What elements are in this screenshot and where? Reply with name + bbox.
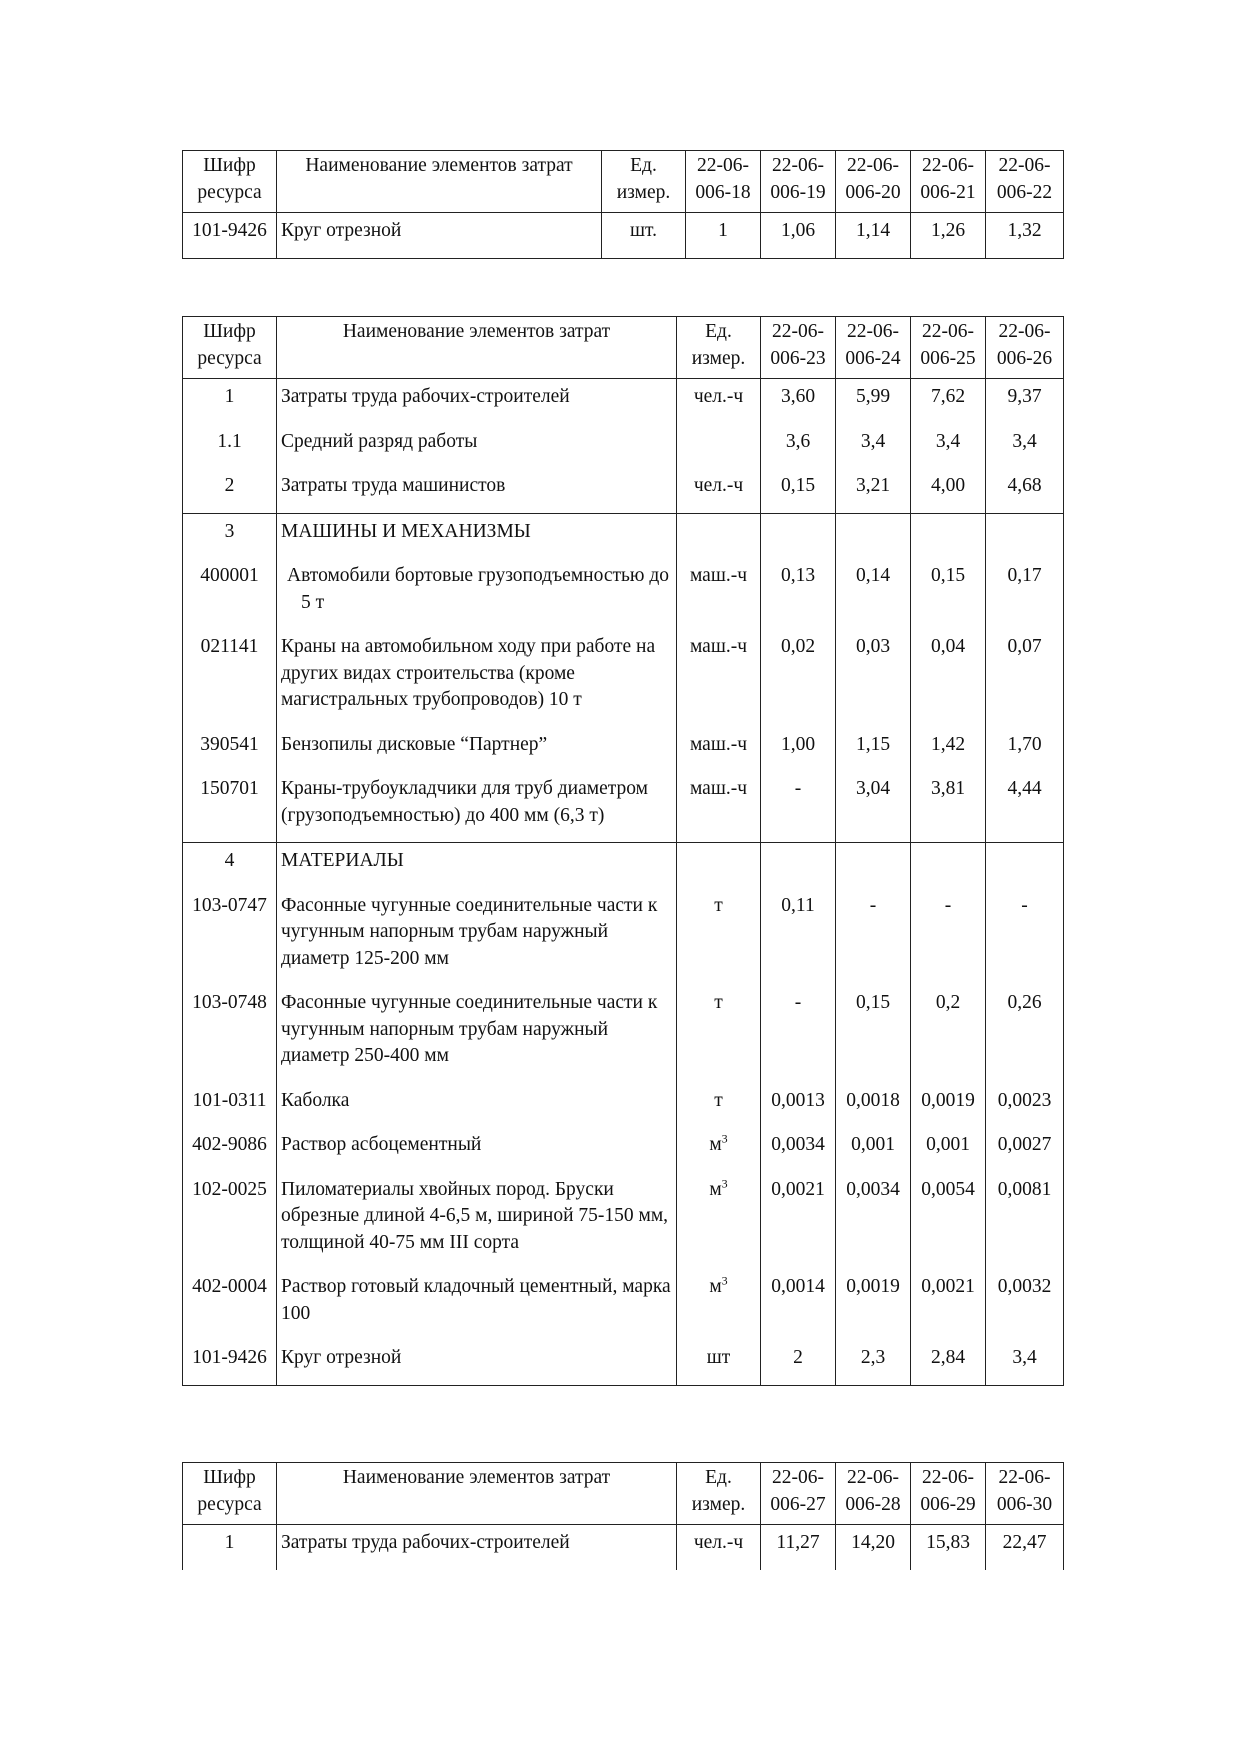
table-row [183,424,1064,469]
table-body [183,379,1064,1386]
row-value: 0,0081 [986,1172,1064,1270]
row-code: 402-0004 [183,1269,277,1340]
row-unit [677,468,761,513]
row-value [836,513,911,558]
col-code-part: 22-06- [772,1467,824,1488]
row-name: Краны на автомобильном ходу при работе на других видах строительства (кроме магистральных трубопроводов) 10 т [277,629,677,727]
col-code-part: 22-06- [772,155,824,176]
row-name: МАШИНЫ И МЕХАНИЗМЫ [277,513,677,558]
row-name: Каболка [277,1083,677,1128]
table-row [183,888,1064,986]
col-code-part: 006-21 [920,181,976,203]
row-unit [677,727,761,772]
row-name: Пиломатериалы хвойных пород. Бруски обрезные длиной 4-6,5 м, шириной 75-150 мм, толщиной 40-75 мм III сорта [277,1172,677,1270]
row-code: 103-0747 [183,888,277,986]
header-code: Шифр ресурса [183,1463,277,1525]
row-value: 0,0014 [761,1269,836,1340]
table-row [183,985,1064,1083]
row-unit-text: маш.-ч [689,733,748,755]
row-value: 0,07 [986,629,1064,727]
table-row [183,513,1064,558]
unit-exponent: 3 [721,1131,728,1146]
table-row [183,843,1064,888]
table-header-row [183,151,1064,213]
row-value [911,513,986,558]
row-value: 3,60 [761,379,836,424]
row-value: 0,03 [836,629,911,727]
header-col [836,317,911,379]
row-value: 1,26 [911,213,986,259]
row-unit [677,771,761,843]
row-name [277,558,677,629]
row-unit [677,1340,761,1385]
row-value: 0,0021 [761,1172,836,1270]
row-value [986,513,1064,558]
row-value: 3,04 [836,771,911,843]
row-value: 9,37 [986,379,1064,424]
row-value: 0,02 [761,629,836,727]
table-row [183,1127,1064,1172]
row-unit-text: маш.-ч [689,565,748,586]
col-code-part: 006-18 [695,181,751,203]
row-value: 0,0032 [986,1269,1064,1340]
row-value: 0,0054 [911,1172,986,1270]
unit-exponent: 3 [721,1176,728,1190]
col-code-part: 22-06- [847,155,899,176]
table-row [183,213,1064,259]
row-unit [677,1127,761,1172]
row-unit [677,985,761,1083]
table-header-row [183,317,1064,379]
row-value: 22,47 [986,1525,1064,1570]
table-row [183,727,1064,772]
row-value: 0,0013 [761,1083,836,1128]
row-value: 1,42 [911,727,986,772]
col-code-part: 006-22 [996,181,1053,203]
row-code: 1 [183,379,277,424]
row-unit-text: м [709,1276,722,1297]
row-value: - [986,888,1064,986]
row-value: 4,68 [986,468,1064,513]
header-col [761,1463,836,1525]
row-code: 402-9086 [183,1127,277,1172]
row-value: 0,0034 [761,1127,836,1172]
row-unit [677,379,761,424]
row-unit-text: т [714,894,723,916]
row-value: 0,0019 [836,1269,911,1340]
row-unit-text: шт [706,1347,731,1368]
row-name: Бензопилы дисковые “Партнер” [277,727,677,772]
header-code: Шифр ресурса [183,317,277,379]
row-value: 0,0019 [911,1083,986,1128]
row-unit [677,558,761,629]
row-value: 0,17 [986,558,1064,629]
col-code-part: 22-06- [697,155,749,176]
row-name: Раствор готовый кладочный цементный, марка 100 [277,1269,677,1340]
row-name: Средний разряд работы [277,424,677,469]
table-row [183,1172,1064,1270]
row-value: 0,15 [911,558,986,629]
row-value: 3,4 [986,1340,1064,1385]
row-value: 3,4 [836,424,911,469]
row-unit-text: т [714,992,723,1013]
row-code: 102-0025 [183,1172,277,1270]
header-col [761,151,836,213]
row-value [761,513,836,558]
row-value: 15,83 [911,1525,986,1570]
row-value: 0,26 [986,985,1064,1083]
row-unit-text: чел.-ч [693,386,744,407]
row-code: 390541 [183,727,277,772]
header-name: Наименование элементов затрат [277,1463,677,1525]
row-value: 3,4 [986,424,1064,469]
row-value: 1,70 [986,727,1064,772]
col-code-part: 006-25 [920,347,976,369]
row-unit-text: т [714,1089,723,1111]
row-value: 1,15 [836,727,911,772]
row-code: 021141 [183,629,277,727]
header-col [986,317,1064,379]
header-unit: Ед. измер. [677,1463,761,1525]
table-row [183,379,1064,424]
row-value: 1,14 [836,213,911,259]
row-code: 400001 [183,558,277,629]
row-code: 101-9426 [183,1340,277,1385]
row-value: 0,11 [761,888,836,986]
row-name: Круг отрезной [277,213,602,259]
row-unit [677,513,761,558]
row-name: Круг отрезной [277,1340,677,1385]
row-unit [677,843,761,888]
row-value: 0,0023 [986,1083,1064,1128]
col-code-part: 22-06- [922,321,974,342]
unit-exponent: 3 [721,1273,728,1288]
header-name: Наименование элементов затрат [277,317,677,379]
row-code: 3 [183,513,277,558]
col-code-part: 22-06- [847,1467,899,1488]
row-name: Фасонные чугунные соединительные части к чугунным напорным трубам наружный диаметр 125-200 мм [277,888,677,986]
row-value: 2,84 [911,1340,986,1385]
row-unit [677,1269,761,1340]
row-value: 0,15 [836,985,911,1083]
row-value [911,843,986,888]
row-value: 0,14 [836,558,911,629]
row-unit-text: м [709,1134,722,1155]
row-value: 1,00 [761,727,836,772]
col-code-part: 006-19 [770,181,826,203]
table-header-row [183,1463,1064,1525]
row-value: 0,0021 [911,1269,986,1340]
row-value [986,843,1064,888]
resource-table-006-18-22 [182,150,1064,259]
row-name-text: Автомобили бортовые грузоподъемностью до 5 т [287,565,670,613]
row-value: - [761,771,836,843]
row-value: 1 [686,213,761,259]
row-value: 0,0018 [836,1083,911,1128]
col-code-part: 006-23 [770,347,826,369]
col-code-part: 006-24 [845,347,901,369]
table-row [183,1269,1064,1340]
table-row [183,558,1064,629]
header-unit: Ед. измер. [677,317,761,379]
col-code-part: 006-29 [920,1493,976,1515]
row-value: 0,15 [761,468,836,513]
row-value: 1,32 [986,213,1064,259]
row-unit [677,1525,761,1570]
header-col [836,151,911,213]
table-row [183,468,1064,513]
row-value: 0,2 [911,985,986,1083]
table-row [183,771,1064,843]
row-value: 1,06 [761,213,836,259]
row-code: 101-0311 [183,1083,277,1128]
row-unit [677,424,761,469]
row-value [836,843,911,888]
col-code-part: 22-06- [922,155,974,176]
row-unit-text: м [709,1178,722,1200]
row-value: 7,62 [911,379,986,424]
row-code: 2 [183,468,277,513]
row-value [761,843,836,888]
row-unit-text: чел.-ч [693,475,744,496]
row-value: 4,44 [986,771,1064,843]
row-unit-text: маш.-ч [689,636,748,657]
header-col [911,317,986,379]
row-unit [677,629,761,727]
col-code-part: 22-06- [847,321,899,342]
col-code-part: 006-20 [845,181,901,203]
row-value: - [911,888,986,986]
col-code-part: 006-28 [845,1493,901,1515]
row-name: Фасонные чугунные соединительные части к чугунным напорным трубам наружный диаметр 250-400 мм [277,985,677,1083]
row-name: Раствор асбоцементный [277,1127,677,1172]
row-value: 3,21 [836,468,911,513]
row-unit-text: маш.-ч [689,778,748,799]
row-unit: шт. [602,213,686,259]
header-col [986,151,1064,213]
col-code-part: 22-06- [922,1467,974,1488]
col-code-part: 006-30 [996,1493,1053,1515]
row-name: Затраты труда рабочих-строителей [277,379,677,424]
row-value: 3,6 [761,424,836,469]
row-value: 0,001 [911,1127,986,1172]
header-col [686,151,761,213]
resource-table-006-27-30 [182,1462,1064,1570]
col-code-part: 006-27 [770,1493,826,1515]
row-code: 1 [183,1525,277,1570]
header-col [761,317,836,379]
row-name: МАТЕРИАЛЫ [277,843,677,888]
table-row [183,1083,1064,1128]
row-value: - [836,888,911,986]
table-row [183,1340,1064,1385]
row-code: 1.1 [183,424,277,469]
header-col [986,1463,1064,1525]
row-value: 11,27 [761,1525,836,1570]
row-code: 103-0748 [183,985,277,1083]
header-unit: Ед. измер. [602,151,686,213]
row-value: 4,00 [911,468,986,513]
row-unit [677,1083,761,1128]
row-value: 2 [761,1340,836,1385]
col-code-part: 22-06- [998,321,1051,342]
row-value: 2,3 [836,1340,911,1385]
row-value: 3,4 [911,424,986,469]
row-value: 0,0034 [836,1172,911,1270]
table-row [183,629,1064,727]
row-value: 0,13 [761,558,836,629]
row-code: 101-9426 [183,213,277,259]
col-code-part: 006-26 [996,347,1053,369]
row-value: 0,001 [836,1127,911,1172]
row-value: - [761,985,836,1083]
row-code: 4 [183,843,277,888]
table-body [183,1525,1064,1570]
header-col [911,1463,986,1525]
col-code-part: 22-06- [998,1467,1051,1488]
row-value: 0,0027 [986,1127,1064,1172]
row-value: 5,99 [836,379,911,424]
resource-table-006-23-26 [182,316,1064,1386]
table-row [183,1525,1064,1570]
header-col [836,1463,911,1525]
header-code: Шифр ресурса [183,151,277,213]
row-name: Затраты труда машинистов [277,468,677,513]
row-value: 3,81 [911,771,986,843]
row-code: 150701 [183,771,277,843]
header-name: Наименование элементов затрат [277,151,602,213]
col-code-part: 22-06- [772,321,824,342]
row-unit [677,1172,761,1270]
row-value: 0,04 [911,629,986,727]
row-unit [677,888,761,986]
row-name: Краны-трубоукладчики для труб диаметром (грузоподъемностью) до 400 мм (6,3 т) [277,771,677,843]
col-code-part: 22-06- [998,155,1051,176]
header-col [911,151,986,213]
row-value: 14,20 [836,1525,911,1570]
row-unit-text: чел.-ч [693,1532,744,1553]
row-name: Затраты труда рабочих-строителей [277,1525,677,1570]
